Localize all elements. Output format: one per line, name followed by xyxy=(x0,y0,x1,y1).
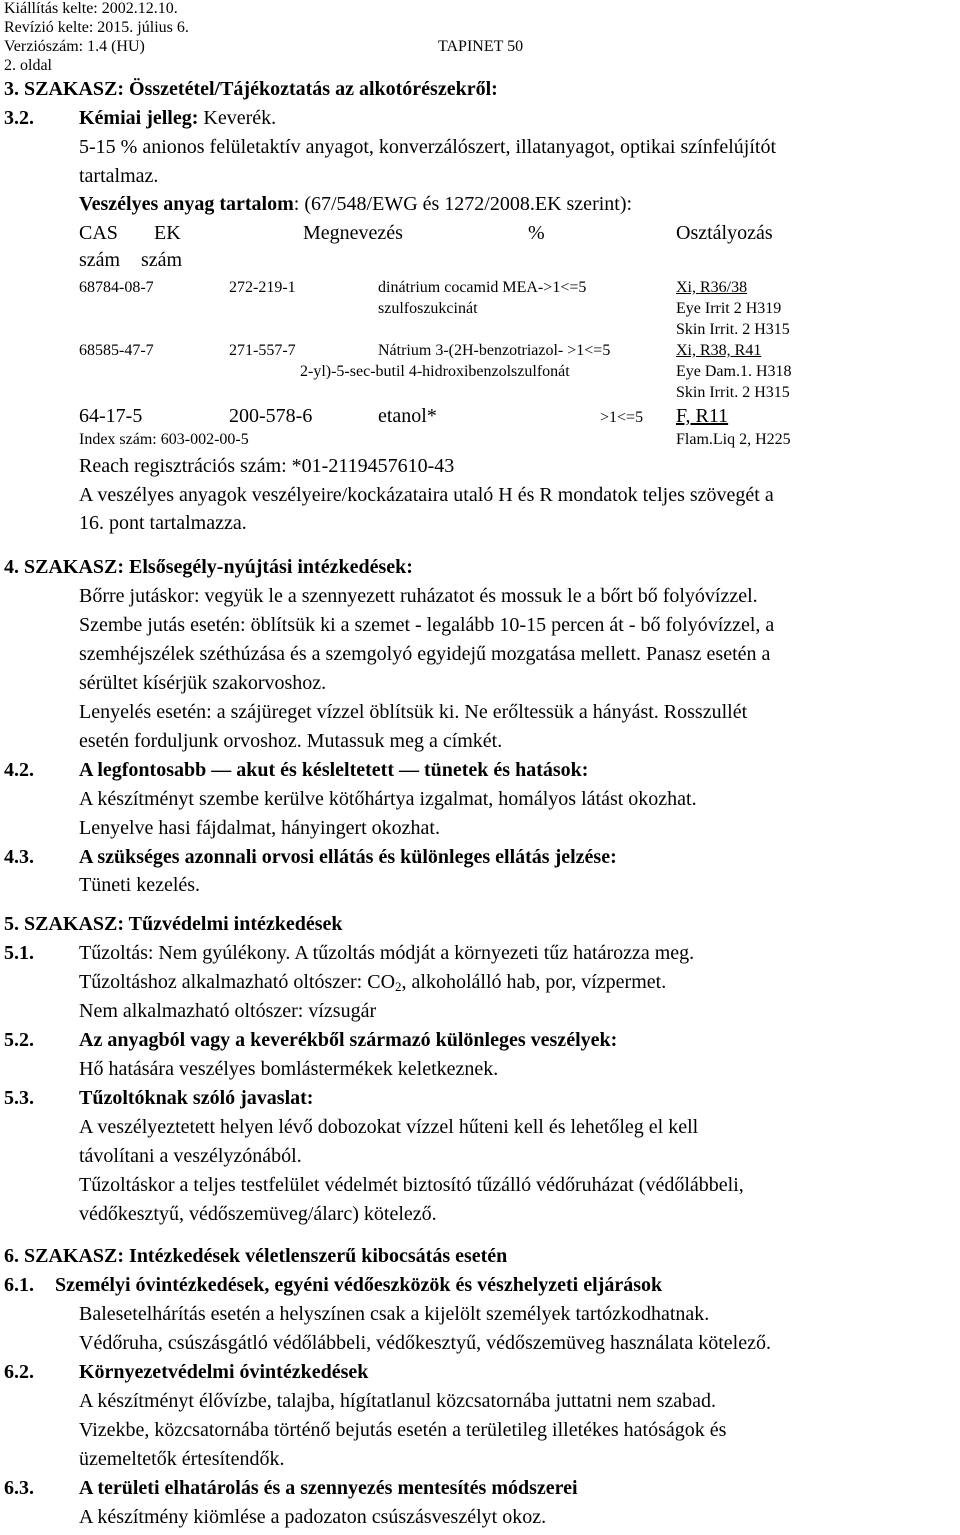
table-row-2-cas: 68585-47-7 xyxy=(79,342,154,359)
s4-line-6: esetén forduljunk orvoshoz. Mutassuk meg a címkét. xyxy=(79,730,503,752)
table-row-1-class-3: Skin Irrit. 2 H315 xyxy=(676,321,790,338)
subsection-6-3-number: 6.3. xyxy=(4,1477,34,1499)
s6-line-4: Vizekbe, közcsatornába történő bejutás esetén a területileg illetékes hatóságok és xyxy=(79,1419,727,1441)
chemical-nature-label: Kémiai jelleg: xyxy=(79,107,199,129)
s6-line-6: A készítmény kiömlése a padozaton csúszásveszélyt okoz. xyxy=(79,1506,547,1528)
table-row-3-percent: >1<=5 xyxy=(600,409,644,426)
note-line-1: A veszélyes anyagok veszélyeire/kockázataira utaló H és R mondatok teljes szövegét a xyxy=(79,484,774,506)
s4-line-8: Lenyelve hasi fájdalmat, hányingert okozhat. xyxy=(79,817,440,839)
table-row-3-name: etanol* xyxy=(378,405,437,427)
s5-line-3: Nem alkalmazható oltószer: vízsugár xyxy=(79,1000,377,1022)
s4-line-3: szemhéjszélek széthúzása és a szemgolyó egyidejű mozgatása mellett. Panasz esetén a xyxy=(79,643,771,665)
table-row-3-cas: 64-17-5 xyxy=(79,405,143,427)
s4-line-4: sérültet kísérjük szakorvoshoz. xyxy=(79,672,327,694)
note-line-2: 16. pont tartalmazza. xyxy=(79,512,247,534)
s4-line-2: Szembe jutás esetén: öblítsük ki a szemet - legalább 10-15 percen át - bő folyóvízzel, a xyxy=(79,614,775,636)
revision-date: Revízió kelte: 2015. július 6. xyxy=(4,19,189,36)
s5-line-2-subscript: 2 xyxy=(395,979,402,994)
s6-line-3: A készítményt élővízbe, talajba, hígítatlanul közcsatornába juttatni nem szabad. xyxy=(79,1390,717,1412)
table-row-1-name-1: dinátrium cocamid MEA->1<=5 xyxy=(378,279,587,296)
table-row-3-index: Index szám: 603-002-00-5 xyxy=(79,431,249,448)
version-number: Verziószám: 1.4 (HU) xyxy=(4,38,145,55)
subsection-4-2-title: A legfontosabb — akut és késleltetett — tünetek és hatások: xyxy=(79,759,589,781)
hazardous-content-rest: : (67/548/EWG és 1272/2008.EK szerint): xyxy=(293,193,633,215)
col-header-cas-szam: szám xyxy=(79,249,121,271)
subsection-6-2-number: 6.2. xyxy=(4,1361,34,1383)
col-header-name: Megnevezés xyxy=(303,222,403,244)
s4-line-7: A készítményt szembe kerülve kötőhártya izgalmat, homályos látást okozhat. xyxy=(79,788,697,810)
section-3-title: 3. SZAKASZ: Összetétel/Tájékoztatás az alkotórészekről: xyxy=(4,78,498,100)
s5-line-2-a: Tűzoltáshoz alkalmazható oltószer: CO xyxy=(79,971,396,993)
table-row-1-cas: 68784-08-7 xyxy=(79,279,154,296)
hazardous-content xyxy=(79,193,632,216)
s6-line-5: üzemeltetők értesítendők. xyxy=(79,1448,285,1470)
subsection-4-3-number: 4.3. xyxy=(4,846,34,868)
s5-line-6: távolítani a veszélyzónából. xyxy=(79,1145,302,1167)
chemical-nature-value: Keverék. xyxy=(198,107,277,129)
subsection-5-3-number: 5.3. xyxy=(4,1087,34,1109)
table-row-2-name-2: 2-yl)-5-sec-butil 4-hidroxibenzolszulfonát xyxy=(300,363,570,380)
table-row-3-class-1: F, R11 xyxy=(676,405,729,427)
chemical-nature xyxy=(79,107,276,130)
composition-text-2: tartalmaz. xyxy=(79,165,159,187)
product-name: TAPINET 50 xyxy=(438,38,524,55)
subsection-5-1-number: 5.1. xyxy=(4,942,34,964)
s6-line-2: Védőruha, csúszásgátló védőlábbeli, védőkesztyű, védőszemüveg használata kötelező. xyxy=(79,1332,771,1354)
hazardous-content-label: Veszélyes anyag tartalom xyxy=(79,193,294,215)
s4-line-5: Lenyelés esetén: a szájüreget vízzel öblítsük ki. Ne erőltessük a hányást. Rosszullét xyxy=(79,701,748,723)
subsection-6-1-title: Személyi óvintézkedések, egyéni védőeszközök és vészhelyzeti eljárások xyxy=(55,1274,663,1296)
subsection-6-1-number: 6.1. xyxy=(4,1274,34,1296)
s5-line-7: Tűzoltáskor a teljes testfelület védelmét biztosító tűzálló védőruházat (védőlábbeli, xyxy=(79,1174,744,1196)
subsection-5-3-title: Tűzoltóknak szóló javaslat: xyxy=(79,1087,314,1109)
col-header-percent: % xyxy=(528,222,545,244)
subsection-4-3-title: A szükséges azonnali orvosi ellátás és különleges ellátás jelzése: xyxy=(79,846,617,868)
subsection-5-2-title: Az anyagból vagy a keverékből származó különleges veszélyek: xyxy=(79,1029,618,1051)
table-row-2-ek: 271-557-7 xyxy=(229,342,296,359)
table-row-2-class-2: Eye Dam.1. H318 xyxy=(676,363,792,380)
composition-text-1: 5-15 % anionos felületaktív anyagot, konverzálószert, illatanyagot, optikai színfelújítót xyxy=(79,136,777,158)
table-row-1-name-2: szulfoszukcinát xyxy=(378,300,478,317)
s5-line-4: Hő hatására veszélyes bomlástermékek keletkeznek. xyxy=(79,1058,499,1080)
s4-line-1: Bőrre jutáskor: vegyük le a szennyezett ruházatot és mossuk le a bőrt bő folyóvízzel. xyxy=(79,585,758,607)
table-row-2-class-1: Xi, R38, R41 xyxy=(676,342,762,359)
table-row-1-class-1: Xi, R36/38 xyxy=(676,279,748,296)
table-row-2-name-1: Nátrium 3-(2H-benzotriazol- >1<=5 xyxy=(378,342,611,359)
subsection-6-3-title: A területi elhatárolás és a szennyezés mentesítés módszerei xyxy=(79,1477,578,1499)
issue-date: Kiállítás kelte: 2002.12.10. xyxy=(4,0,178,17)
table-row-1-ek: 272-219-1 xyxy=(229,279,296,296)
col-header-cas: CAS xyxy=(79,222,118,244)
subsection-4-2-number: 4.2. xyxy=(4,759,34,781)
col-header-classification: Osztályozás xyxy=(676,222,773,244)
section-5-title: 5. SZAKASZ: Tűzvédelmi intézkedések xyxy=(4,913,343,935)
section-4-title: 4. SZAKASZ: Elsősegély-nyújtási intézkedések: xyxy=(4,556,413,578)
table-row-3-class-2: Flam.Liq 2, H225 xyxy=(676,431,791,448)
subsection-5-2-number: 5.2. xyxy=(4,1029,34,1051)
reach-number: Reach regisztrációs szám: *01-2119457610-43 xyxy=(79,455,455,477)
s5-line-2-b: , alkoholálló hab, por, vízpermet. xyxy=(401,971,667,993)
table-row-3-ek: 200-578-6 xyxy=(229,405,313,427)
s6-line-1: Balesetelhárítás esetén a helyszínen csak a kijelölt személyek tartózkodhatnak. xyxy=(79,1303,710,1325)
col-header-ek-szam: szám xyxy=(141,249,183,271)
s5-line-8: védőkesztyű, védőszemüveg/álarc) kötelező. xyxy=(79,1203,437,1225)
s5-line-1: Tűzoltás: Nem gyúlékony. A tűzoltás módját a környezeti tűz határozza meg. xyxy=(79,942,695,964)
s5-line-5: A veszélyeztetett helyen lévő dobozokat vízzel hűteni kell és lehetőleg el kell xyxy=(79,1116,699,1138)
subsection-3-2-number: 3.2. xyxy=(4,107,34,129)
col-header-ek: EK xyxy=(154,222,181,244)
page-number: 2. oldal xyxy=(4,57,52,74)
table-row-1-class-2: Eye Irrit 2 H319 xyxy=(676,300,782,317)
table-row-2-class-3: Skin Irrit. 2 H315 xyxy=(676,384,790,401)
subsection-6-2-title: Környezetvédelmi óvintézkedések xyxy=(79,1361,369,1383)
s5-line-2 xyxy=(79,971,666,994)
s4-line-9: Tüneti kezelés. xyxy=(79,874,201,896)
section-6-title: 6. SZAKASZ: Intézkedések véletlenszerű kibocsátás esetén xyxy=(4,1245,508,1267)
